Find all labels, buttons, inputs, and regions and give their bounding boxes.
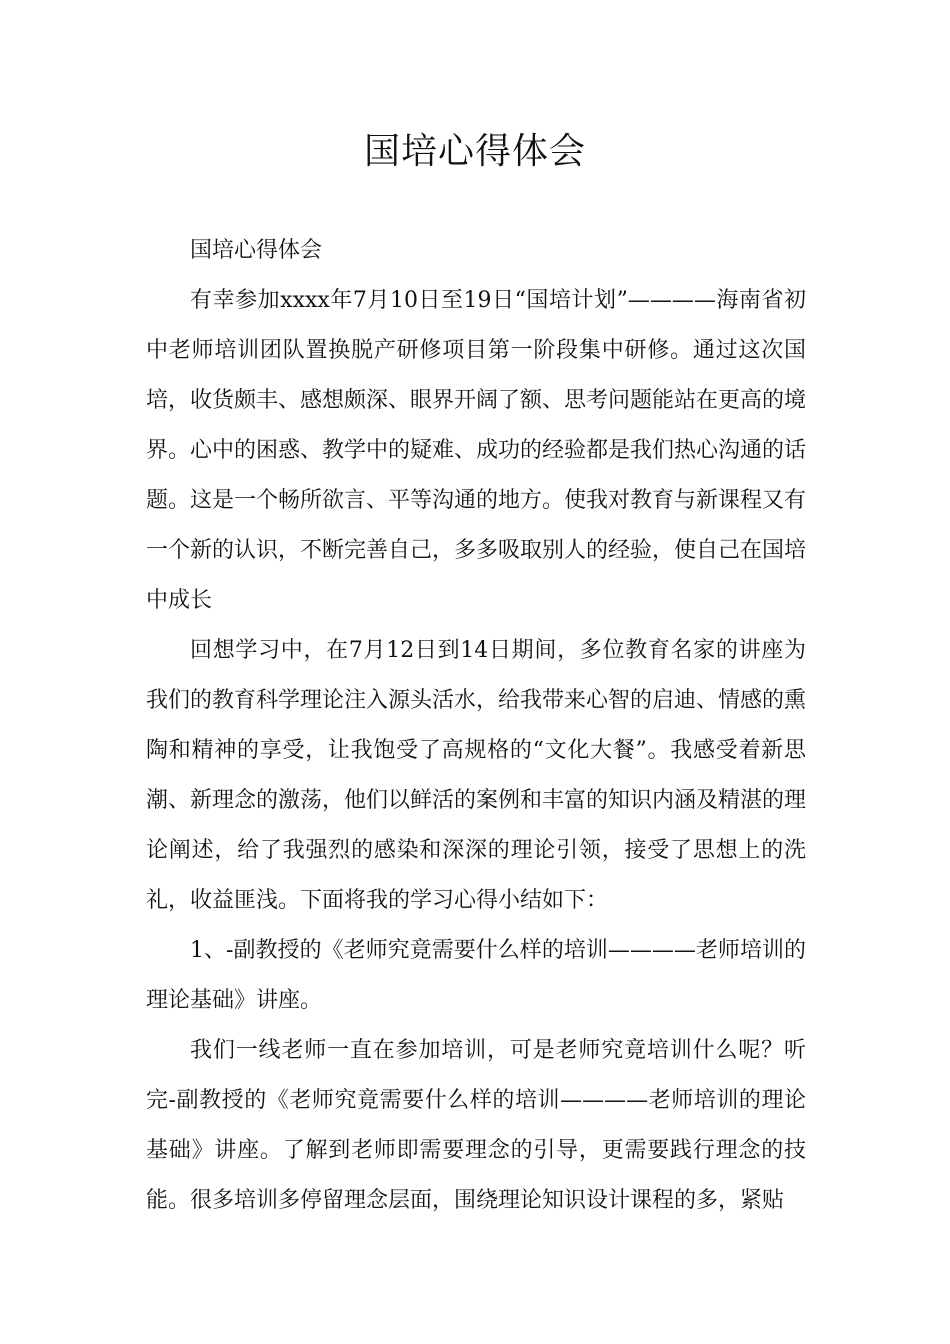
document-body <box>146 226 806 1226</box>
paragraph-recollection: 回想学习中，在7月12日到14日期间，多位教育名家的讲座为我们的教育科学理论注入源头活水，给我带来心智的启迪、情感的熏陶和精神的享受，让我饱受了高规格的“文化大餐”。我感受着新思潮、新理念的激荡，他们以鲜活的案例和丰富的知识内涵及精湛的理论阐述，给了我强烈的感染和深深的理论引领，接受了思想上的洗礼，收益匪浅。下面将我的学习心得小结如下： <box>146 638 807 913</box>
paragraph-subtitle: 国培心得体会 <box>190 238 323 263</box>
paragraph-lecture-reflection: 我们一线老师一直在参加培训，可是老师究竟培训什么呢？听完-副教授的《老师究竟需要什么样的培训————老师培训的理论基础》讲座。了解到老师即需要理念的引导，更需要践行理念的技能。很多培训多停留理念层面，围绕理论知识设计课程的多，紧贴 <box>146 1038 806 1213</box>
paragraph-introduction: 有幸参加xxxx年7月10日至19日“国培计划”————海南省初中老师培训团队置换脱产研修项目第一阶段集中研修。通过这次国培，收货颇丰、感想颇深、眼界开阔了额、思考问题能站在更高的境界。心中的困惑、教学中的疑难、成功的经验都是我们热心沟通的话题。这是一个畅所欲言、平等沟通的地方。使我对教育与新课程又有一个新的认识，不断完善自己，多多吸取别人的经验，使自己在国培中成长 <box>146 288 807 613</box>
paragraph-lecture-heading: 1、-副教授的《老师究竟需要什么样的培训————老师培训的理论基础》讲座。 <box>146 938 806 1013</box>
document-title: 国培心得体会 <box>363 131 586 172</box>
